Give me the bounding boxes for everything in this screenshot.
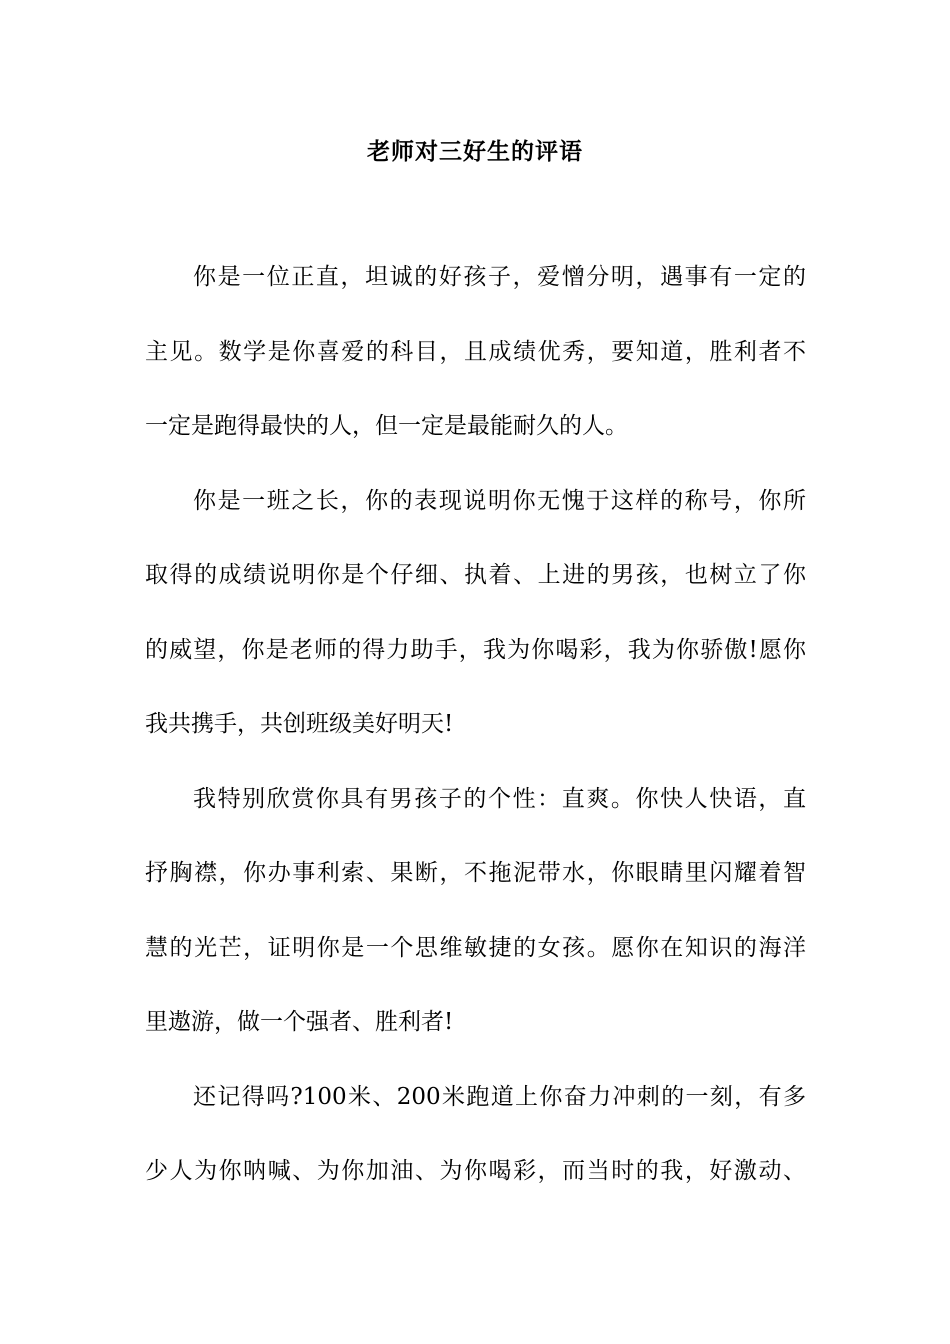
paragraph-1-line-2: 主见。数学是你喜爱的科目，且成绩优秀，要知道，胜利者不 <box>145 338 806 365</box>
paragraph-3-line-4: 里遨游，做一个强者、胜利者! <box>145 1009 454 1035</box>
paragraph-2-line-3: 的威望，你是老师的得力助手，我为你喝彩，我为你骄傲!愿你 <box>145 636 806 663</box>
paragraph-4-line-1: 还记得吗?100米、200米跑道上你奋力冲刺的一刻，有多 <box>193 1083 806 1110</box>
document-title: 老师对三好生的评语 <box>367 139 583 165</box>
paragraph-2-line-2: 取得的成绩说明你是个仔细、执着、上进的男孩，也树立了你 <box>145 562 806 588</box>
document-body <box>145 240 806 1209</box>
paragraph-1-line-3: 一定是跑得最快的人，但一定是最能耐久的人。 <box>145 413 628 439</box>
paragraph-2-line-4: 我共携手，共创班级美好明天! <box>145 711 454 737</box>
paragraph-1-line-1: 你是一位正直，坦诚的好孩子，爱憎分明，遇事有一定的 <box>193 264 806 290</box>
paragraph-2-line-1: 你是一班之长，你的表现说明你无愧于这样的称号，你所 <box>193 487 806 514</box>
paragraph-3-line-2: 抒胸襟，你办事利索、果断，不拖泥带水，你眼睛里闪耀着智 <box>145 860 806 886</box>
paragraph-3-line-1: 我特别欣赏你具有男孩子的个性：直爽。你快人快语，直 <box>193 785 806 812</box>
paragraph-3-line-3: 慧的光芒，证明你是一个思维敏捷的女孩。愿你在知识的海洋 <box>145 934 806 961</box>
paragraph-4-line-2: 少人为你呐喊、为你加油、为你喝彩，而当时的我，好激动、 <box>145 1158 806 1184</box>
